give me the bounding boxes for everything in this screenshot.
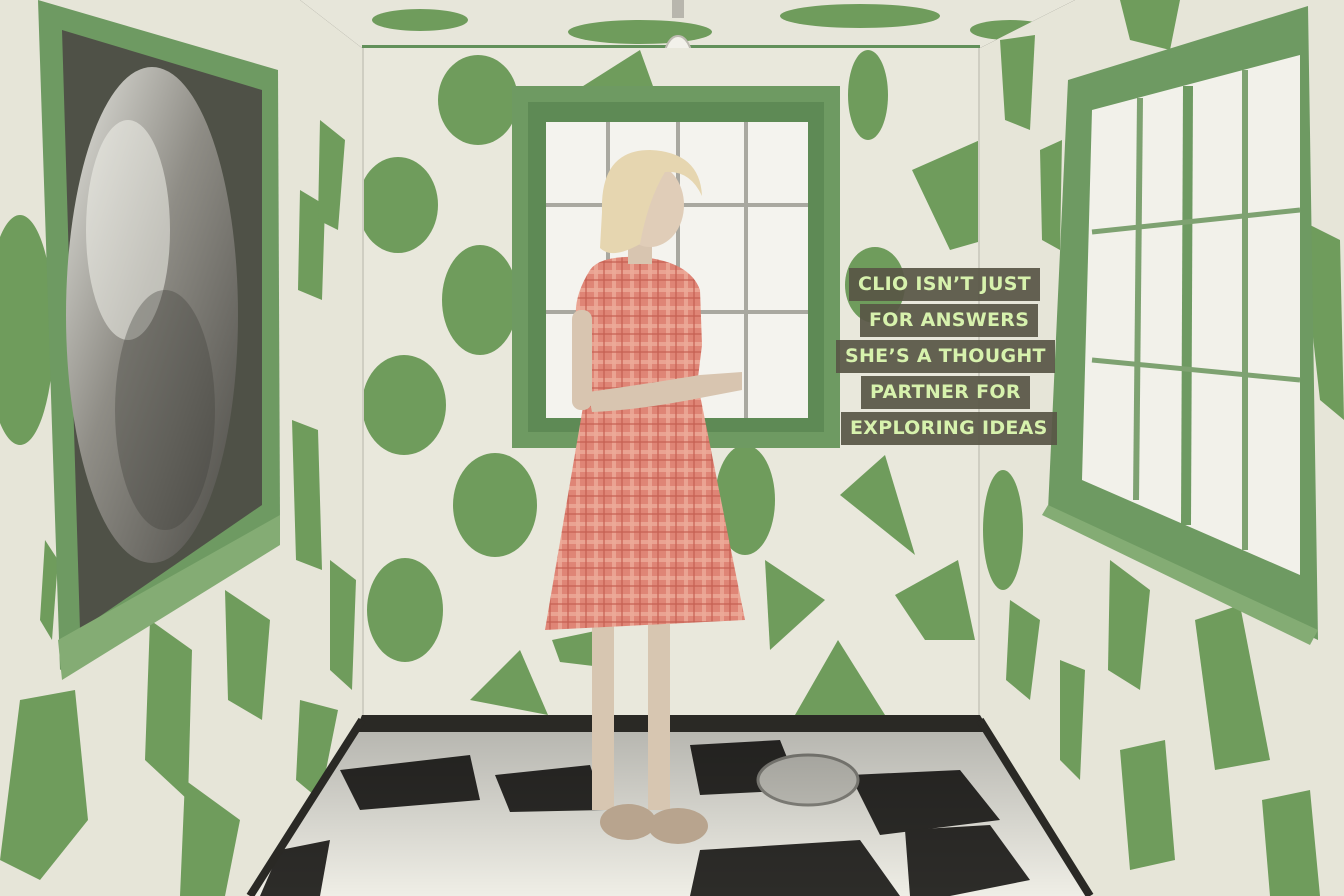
caption-line-5: EXPLORING IDEAS <box>841 412 1057 445</box>
caption-line-4: PARTNER FOR <box>861 376 1030 409</box>
caption-line-2: FOR ANSWERS <box>860 304 1038 337</box>
caption-line-1: CLIO ISN’T JUST <box>849 268 1040 301</box>
caption-box <box>836 264 1058 452</box>
caption-line-3: SHE’S A THOUGHT <box>836 340 1055 373</box>
